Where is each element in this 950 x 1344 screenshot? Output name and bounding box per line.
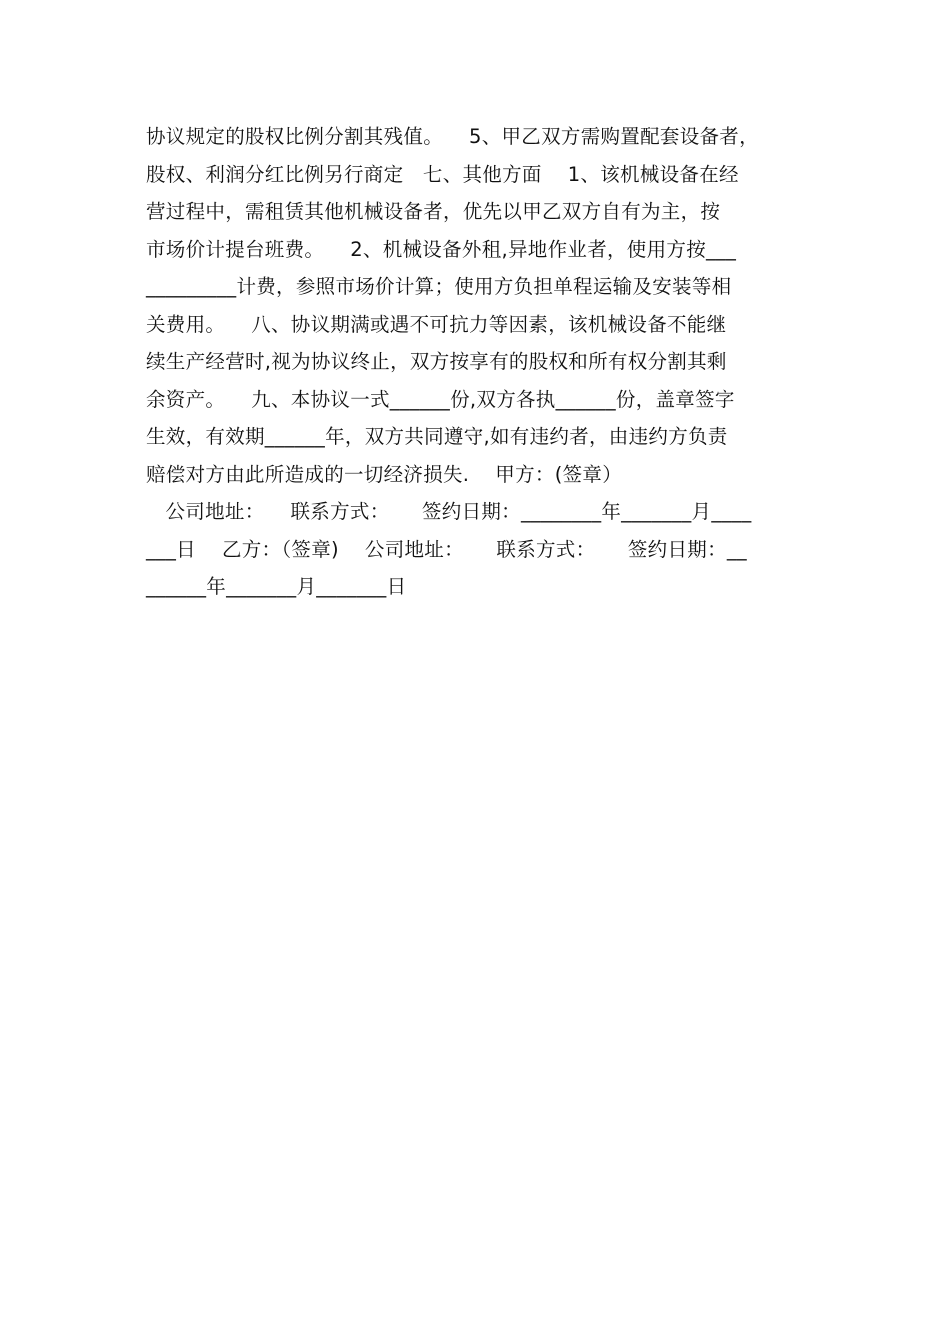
- text-line: 协议规定的股权比例分割其残值。 5、甲乙双方需购置配套设备者，: [146, 125, 759, 148]
- text-line: 余资产。 九、本协议一式______份,双方各执______份，盖章签字: [146, 387, 735, 411]
- text-line: 营过程中，需租赁其他机械设备者，优先以甲乙双方自有为主，按: [146, 200, 721, 223]
- text-line: 生效，有效期______年，双方共同遵守,如有违约者，由违约方负责: [146, 425, 728, 448]
- text-line: _________计费，参照市场价计算；使用方负担单程运输及安装等相: [146, 275, 732, 298]
- text-line: ___日 乙方：（签章) 公司地址： 联系方式： 签约日期：__: [146, 537, 747, 561]
- text-line: 关费用。 八、协议期满或遇不可抗力等因素，该机械设备不能继: [146, 312, 727, 336]
- text-line: 赔偿对方由此所造成的一切经济损失. 甲方：(签章）: [146, 462, 623, 486]
- text-line: 公司地址： 联系方式： 签约日期：________年_______月____: [146, 500, 752, 523]
- document-body: [146, 118, 806, 606]
- text-line: 股权、利润分红比例另行商定 七、其他方面 1、该机械设备在经: [146, 162, 739, 186]
- text-line: ______年_______月_______日: [146, 575, 407, 598]
- text-line: 市场价计提台班费。 2、机械设备外租,异地作业者，使用方按___: [146, 237, 737, 261]
- text-line: 续生产经营时,视为协议终止，双方按享有的股权和所有权分割其剩: [146, 350, 727, 373]
